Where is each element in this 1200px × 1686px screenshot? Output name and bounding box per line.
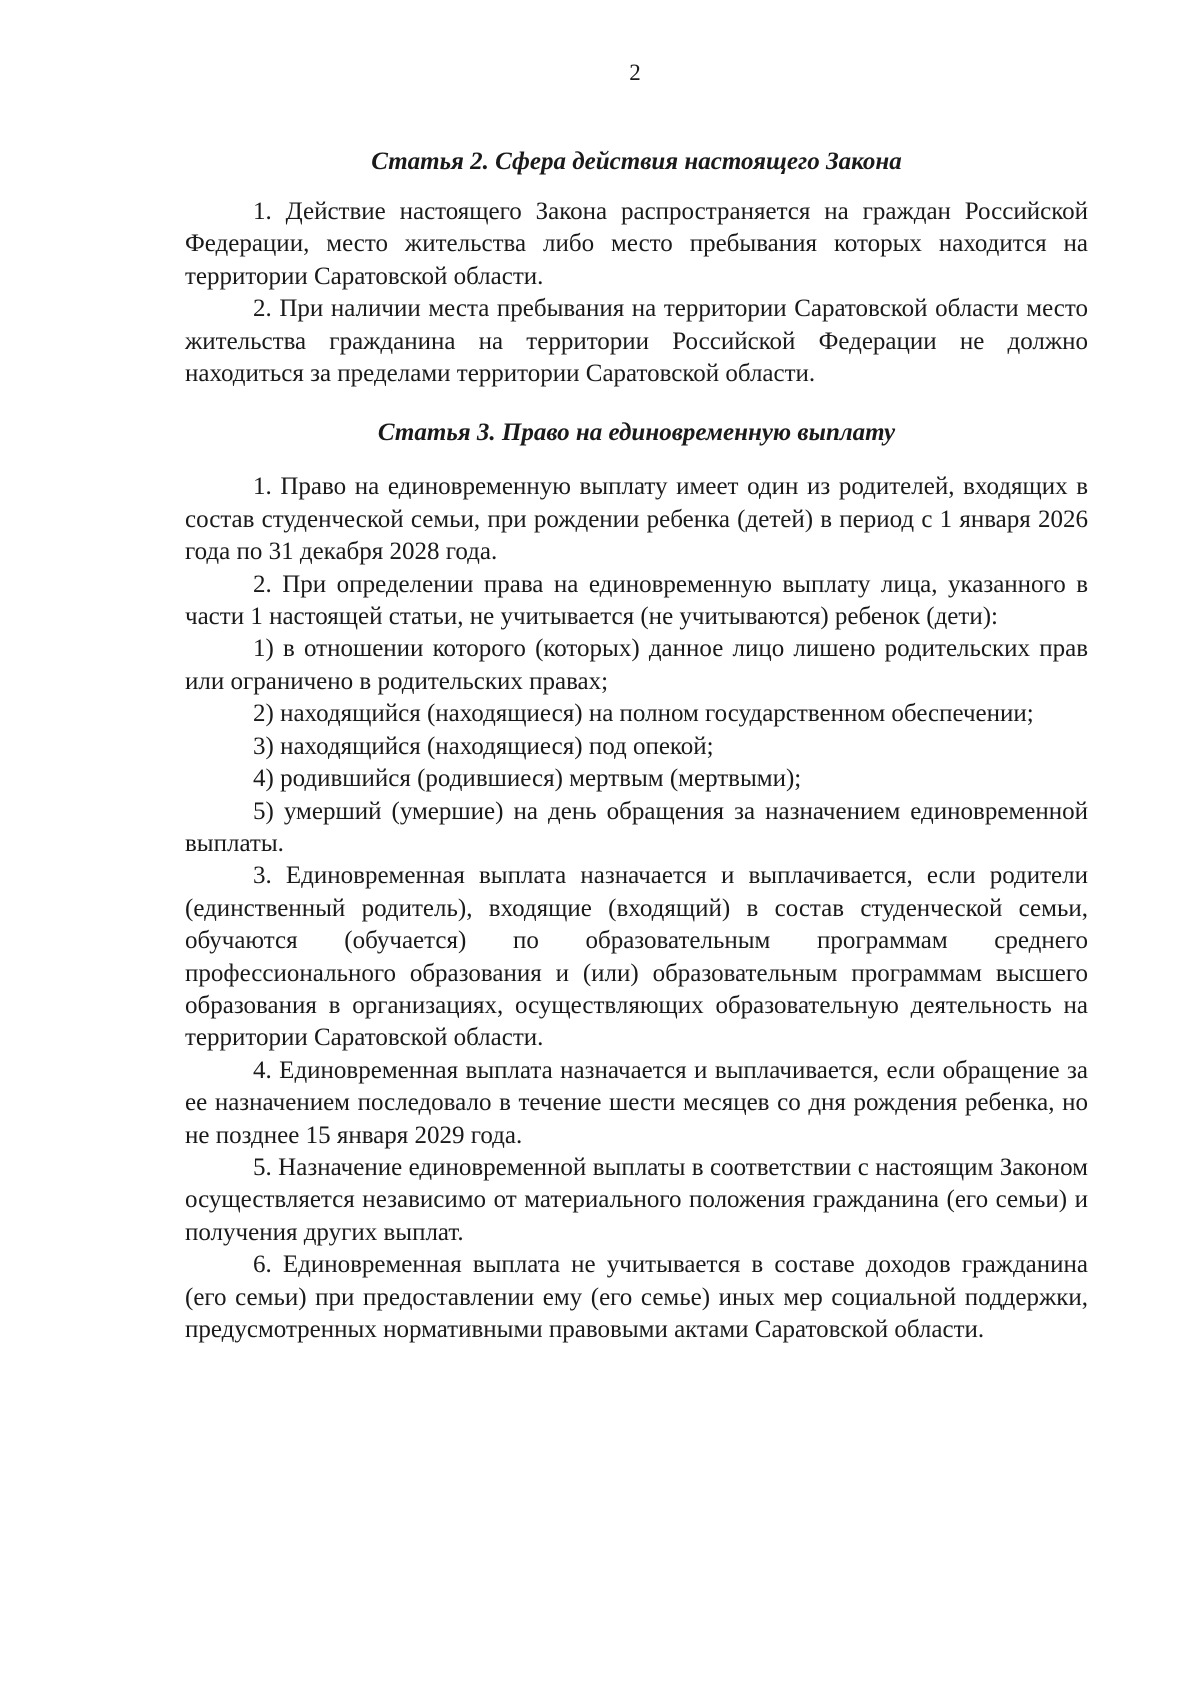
- article-2-title: Статья 2. Сфера действия настоящего Закона: [371, 148, 902, 175]
- article-3-paragraph-4: 4. Единовременная выплата назначается и выплачивается, если обращение за ее назначением последовало в течение шести месяцев со дня рождения ребенка, но не позднее 15 января 2029 года.: [185, 1056, 1088, 1149]
- article-3-paragraph-3: 3. Единовременная выплата назначается и выплачивается, если родители (единственный родитель), входящие (входящий) в состав студенческой семьи, обучаются (обучается) по образовательным программам среднего профессионального образования и (или) образовательным программам высшего образования в организациях, осуществляющих образовательную деятельность на территории Саратовской области.: [185, 862, 1088, 1052]
- article-3-paragraph-1: 1. Право на единовременную выплату имеет один из родителей, входящих в состав студенческой семьи, при рождении ребенка (детей) в период с 1 января 2026 года по 31 декабря 2028 года.: [185, 473, 1088, 566]
- article-3-item-4: 4) родившийся (родившиеся) мертвым (мертвыми);: [253, 765, 802, 793]
- article-3-item-5: 5) умерший (умершие) на день обращения за назначением единовременной выплаты.: [185, 797, 1088, 857]
- article-3-title: Статья 3. Право на единовременную выплату: [377, 419, 896, 447]
- article-3-item-1: 1) в отношении которого (которых) данное лицо лишено родительских прав или ограничено в родительских правах;: [185, 635, 1088, 695]
- article-2-paragraph-2: 2. При наличии места пребывания на территории Саратовской области место жительства гражданина на территории Российской Федерации не должно находиться за пределами территории Саратовской области.: [185, 295, 1088, 388]
- article-3-item-3: 3) находящийся (находящиеся) под опекой;: [253, 732, 714, 760]
- article-3-paragraph-2: 2. При определении права на единовременную выплату лица, указанного в части 1 настоящей статьи, не учитывается (не учитываются) ребенок (дети):: [185, 570, 1088, 631]
- article-3-paragraph-6: 6. Единовременная выплата не учитывается в составе доходов гражданина (его семьи) при предоставлении ему (его семье) иных мер социальной поддержки, предусмотренных нормативными правовыми актами Саратовской области.: [185, 1251, 1088, 1343]
- article-2-paragraph-1: 1. Действие настоящего Закона распространяется на граждан Российской Федерации, место жительства либо место пребывания которых находится на территории Саратовской области.: [185, 198, 1088, 290]
- page-number: 2: [629, 60, 641, 85]
- article-3-paragraph-5: 5. Назначение единовременной выплаты в соответствии с настоящим Законом осуществляется независимо от материального положения гражданина (его семьи) и получения других выплат.: [185, 1153, 1088, 1246]
- article-3-item-2: 2) находящийся (находящиеся) на полном государственном обеспечении;: [253, 700, 1034, 728]
- document-body: [185, 146, 1088, 1346]
